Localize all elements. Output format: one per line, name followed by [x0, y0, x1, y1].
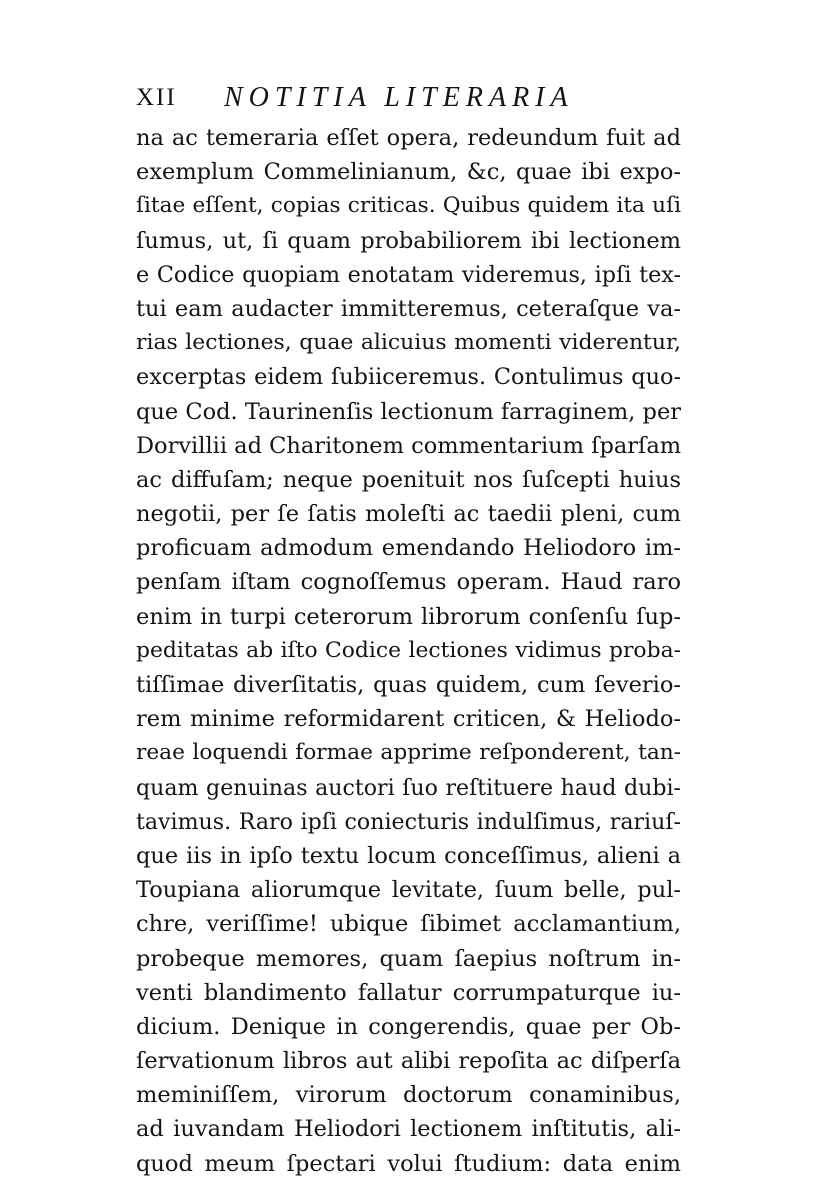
text-line: na ac temeraria eſſet opera, redeundum fuit ad: [136, 125, 681, 151]
text-line: ſitae eſſent, copias criticas. Quibus quidem ita uſi: [136, 193, 681, 219]
text-line: exemplum Commelinianum, &c, quae ibi expo-: [136, 159, 681, 186]
text-line: que Cod. Taurinenſis lectionum farraginem, per: [136, 398, 682, 425]
running-title: NOTITIA LITERARIA: [224, 82, 574, 113]
text-line: Toupiana aliorumque levitate, ſuum belle, pul-: [136, 877, 681, 904]
text-line: e Codice quopiam enotatam videremus, ipſi tex-: [136, 261, 681, 288]
text-line: ſervationum libros aut alibi repoſita ac diſperſa: [136, 1048, 681, 1075]
text-line: venti blandimento fallatur corrumpaturque iu-: [136, 979, 681, 1006]
text-line: peditatas ab iſto Codice lectiones vidimus proba-: [136, 637, 681, 663]
text-line: tiſſimae diverſitatis, quas quidem, cum ſeverio-: [136, 672, 681, 698]
text-line: tavimus. Raro ipſi coniecturis indulſimus, rariuſ-: [136, 808, 681, 835]
text-line: rias lectiones, quae alicuius momenti viderentur,: [136, 330, 681, 356]
text-line: Dorvillii ad Charitonem commentarium ſparſam: [136, 432, 682, 459]
page-number: XII: [136, 84, 177, 111]
text-line: rem minime reformidarent criticen, & Heliodo-: [136, 706, 681, 733]
text-line: quod meum ſpectari volui ſtudium: data enim: [136, 1150, 681, 1177]
text-line: excerptas eidem ſubiiceremus. Contulimus quo-: [136, 364, 681, 391]
text-line: reae loquendi formae apprime reſponderent, tan-: [136, 740, 681, 766]
text-line: meminiſſem, virorum doctorum conaminibus,: [136, 1082, 681, 1109]
text-line: ſumus, ut, ſi quam probabiliorem ibi lectionem: [136, 227, 681, 254]
text-line: proficuam admodum emendando Heliodoro im-: [136, 535, 681, 562]
text-line: que iis in ipſo textu locum conceſſimus, alieni a: [136, 842, 681, 869]
text-line: ad iuvandam Heliodori lectionem inſtitutis, ali-: [136, 1116, 681, 1143]
text-line: enim in turpi ceterorum librorum conſenſu ſup-: [136, 603, 681, 630]
text-line: ac diffuſam; neque poenituit nos ſuſcepti huius: [136, 466, 681, 493]
text-line: penſam iſtam cognoſſemus operam. Haud raro: [136, 569, 681, 596]
text-line: tui eam audacter immitteremus, ceteraſque va-: [136, 295, 681, 322]
text-line: negotii, per ſe ſatis moleſti ac taedii pleni, cum: [136, 501, 681, 528]
running-header: [136, 82, 696, 122]
text-line: dicium. Denique in congerendis, quae per Ob-: [136, 1013, 681, 1040]
text-line: quam genuinas auctori ſuo reſtituere haud dubi-: [136, 774, 681, 801]
body-text: [136, 121, 681, 1181]
text-line: chre, veriſſime! ubique ſibimet acclamantium,: [136, 911, 681, 938]
text-line: probeque memores, quam ſaepius noſtrum in-: [136, 945, 681, 972]
